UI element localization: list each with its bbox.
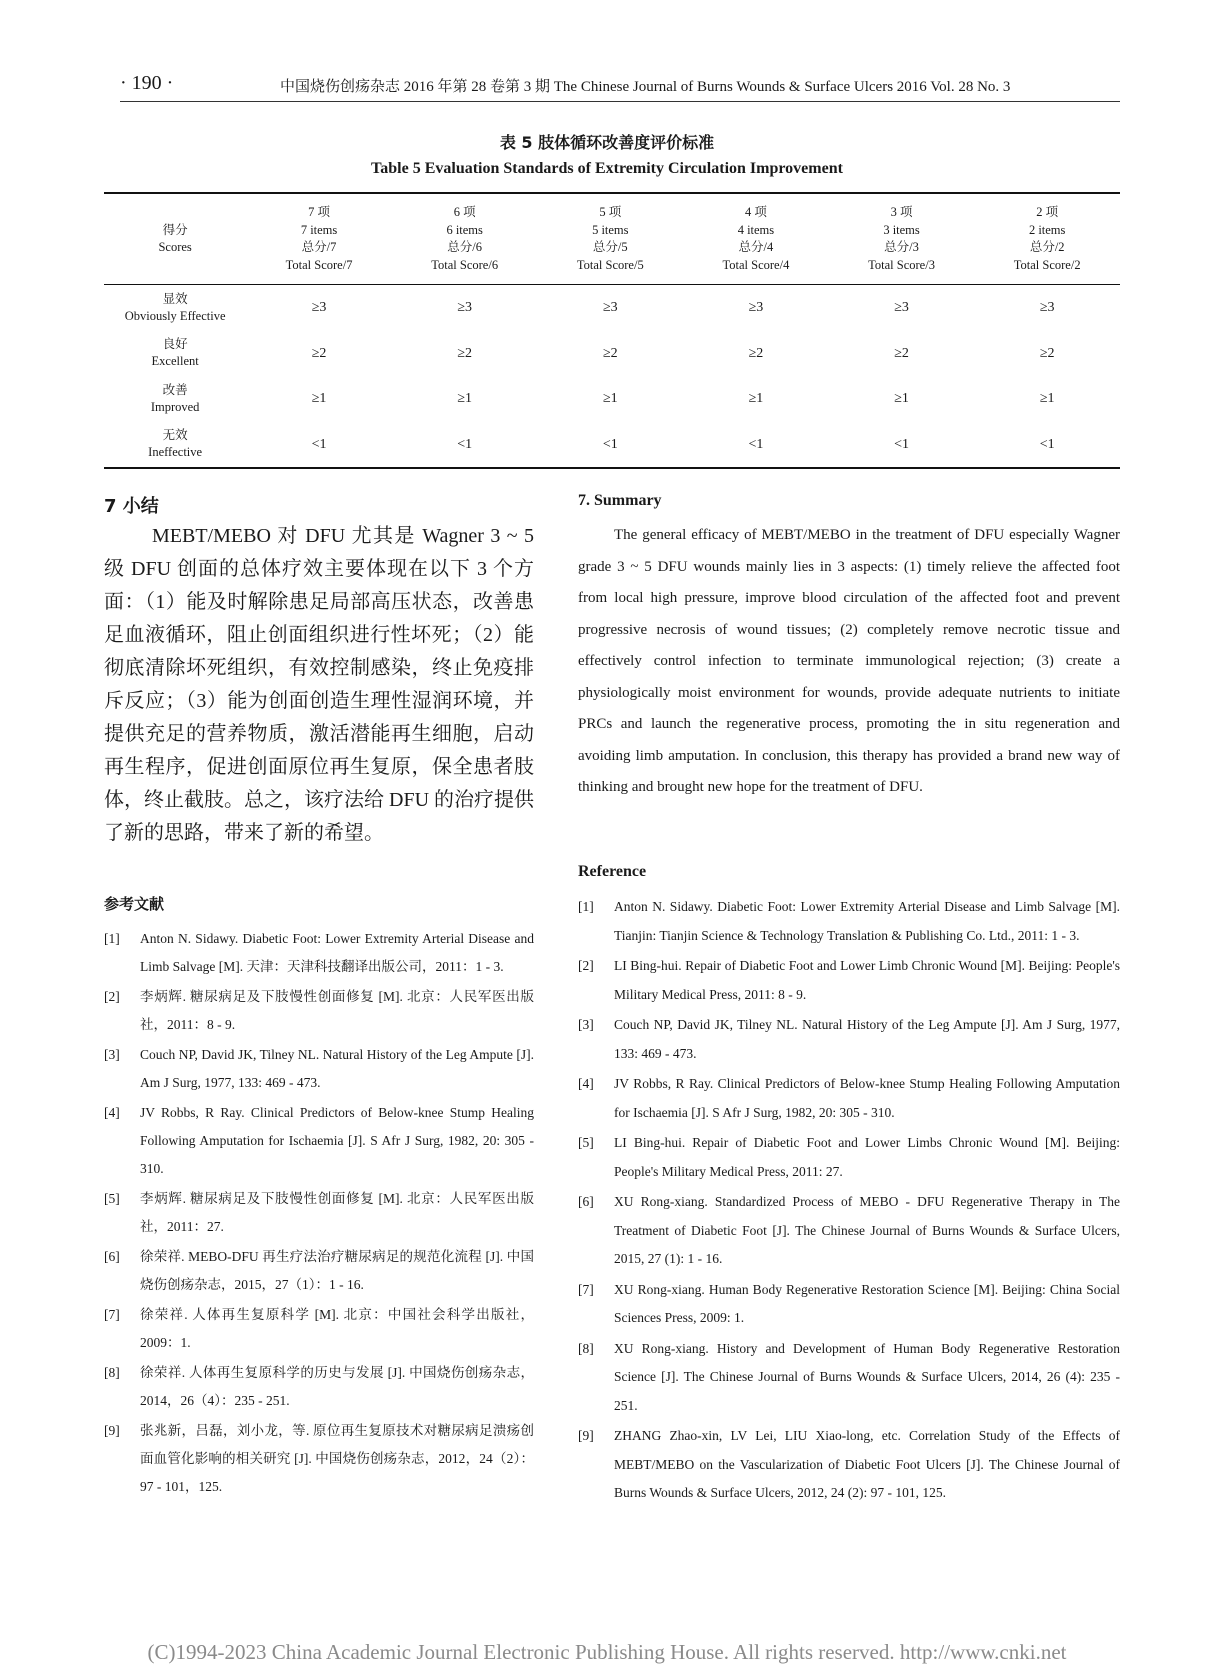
reference-text: XU Rong-xiang. History and Development of Human Body Regenerative Restoration Science [J]. The Chinese Journal of Burns Wounds & Surface Ulcers, 2014, 26 (4): 235 - 251. xyxy=(614,1340,1120,1413)
reference-text: 李炳辉. 糖尿病足及下肢慢性创面修复 [M]. 北京：人民军医出版社，2011：8 - 9. xyxy=(140,989,534,1032)
evaluation-table-grid xyxy=(104,192,1120,469)
column-header-cn: 2 项 xyxy=(1036,205,1059,219)
column-header-en: 5 items xyxy=(592,222,629,237)
reference-text: LI Bing-hui. Repair of Diabetic Foot and Lower Limb Chronic Wound [M]. Beijing: People's Military Medical Press, 2011: 8 - 9. xyxy=(614,958,1120,1002)
table-cell: ≥2 xyxy=(1039,345,1055,361)
table-cell: ≥2 xyxy=(894,345,909,361)
summary-cn-body: MEBT/MEBO 对 DFU 尤其是 Wagner 3 ~ 5 级 DFU 创面的总体疗效主要体现在以下 3 个方面：（1）能及时解除患足局部高压状态，改善患足血液循环，阻止创面组织进行性坏死；（2）能彻底清除坏死组织，有效控制感染，终止免疫排斥反应；（3）能为创面创造生理性湿润环境，并提供充足的营养物质，激活潜能再生细胞，启动再生程序，促进创面原位再生复原，保全患者肢体，终止截肢。总之，该疗法给 DFU 的治疗提供了新的思路，带来了新的希望。 xyxy=(104,525,535,844)
table-cell: ≥3 xyxy=(311,300,327,316)
references-en xyxy=(578,893,1120,1510)
references-en-list xyxy=(578,893,1120,1508)
summary-en-heading: 7. Summary xyxy=(578,492,662,509)
column-header-total-en: Total Score/3 xyxy=(868,257,935,272)
reference-item xyxy=(104,1099,534,1183)
column-header-en: 4 items xyxy=(737,222,775,237)
reference-number: [1] xyxy=(578,899,594,914)
reference-number: [5] xyxy=(104,1191,120,1206)
table-cell: <1 xyxy=(457,436,473,452)
table-cell: ≥3 xyxy=(894,300,909,316)
column-header-total-cn: 总分/4 xyxy=(738,240,774,254)
table-cell: ≥2 xyxy=(748,345,764,361)
reference-text: 徐荣祥. 人体再生复原科学的历史与发展 [J]. 中国烧伤创疡杂志，2014，26（4）：235 - 251. xyxy=(140,1365,534,1408)
column-header-total-cn: 总分/2 xyxy=(1029,240,1065,254)
reference-text: 徐荣祥. 人体再生复原科学 [M]. 北京：中国社会科学出版社，2009：1. xyxy=(140,1307,534,1350)
row-label-en: Obviously Effective xyxy=(124,308,226,323)
copyright-footer: (C)1994-2023 China Academic Journal Electronic Publishing House. All rights reserved. http://www.cnki.net xyxy=(147,1640,1067,1664)
column-header-total-cn: 总分/7 xyxy=(301,240,337,254)
column-header-cn: 3 项 xyxy=(890,205,913,219)
reference-text: XU Rong-xiang. Standardized Process of MEBO - DFU Regenerative Therapy in The Treatment of Diabetic Foot [J]. The Chinese Journal of Burns Wounds & Surface Ulcers, 2015, 27 (1): 1 - 16. xyxy=(614,1194,1120,1266)
references-cn xyxy=(104,925,534,1503)
column-header-total-en: Total Score/4 xyxy=(722,257,790,272)
reference-number: [2] xyxy=(578,958,594,973)
row-label-en: Excellent xyxy=(151,354,199,369)
reference-item xyxy=(578,952,1120,1009)
reference-item xyxy=(578,893,1120,950)
reference-item xyxy=(578,1188,1120,1274)
header-rule xyxy=(120,101,1120,102)
table-cell: ≥1 xyxy=(894,391,909,407)
reference-number: [8] xyxy=(104,1365,120,1380)
column-header-en: 3 items xyxy=(883,222,920,237)
reference-item xyxy=(578,1129,1120,1186)
row-label-cell xyxy=(104,422,246,469)
column-header-en: 2 items xyxy=(1028,222,1066,237)
reference-item xyxy=(578,1422,1120,1508)
column-header-en: 7 items xyxy=(300,222,338,237)
corner-cn: 得分 xyxy=(162,222,188,237)
reference-number: [9] xyxy=(104,1423,120,1438)
table-cell: <1 xyxy=(1039,436,1055,452)
table-corner-cell xyxy=(104,193,246,285)
references-cn-heading: 参考文献 xyxy=(104,895,165,913)
table-row xyxy=(104,376,1120,422)
reference-item xyxy=(104,1301,534,1357)
reference-number: [2] xyxy=(104,989,120,1004)
table-column-header xyxy=(683,193,829,285)
evaluation-table xyxy=(104,192,1120,469)
reference-item xyxy=(578,1070,1120,1127)
table-cell: ≥2 xyxy=(311,345,327,361)
reference-item xyxy=(578,1011,1120,1068)
page-number: · 190 · xyxy=(120,72,174,94)
corner-en: Scores xyxy=(158,240,192,254)
table-column-header xyxy=(829,193,975,285)
row-label-cell xyxy=(104,376,246,422)
row-label-cn: 改善 xyxy=(162,382,188,397)
reference-number: [3] xyxy=(578,1017,594,1032)
reference-number: [1] xyxy=(104,931,120,946)
table-title-cn: 表 5 肢体循环改善度评价标准 xyxy=(499,133,715,152)
table-cell: ≥1 xyxy=(311,391,327,407)
reference-number: [3] xyxy=(104,1047,120,1062)
column-header-total-cn: 总分/3 xyxy=(884,240,919,254)
reference-item xyxy=(578,1276,1120,1333)
summary-cn-heading: 7 小结 xyxy=(104,496,159,517)
reference-text: Anton N. Sidawy. Diabetic Foot: Lower Extremity Arterial Disease and Limb Salvage [M]. Tianjin: Tianjin Science & Technology Translation & Publishing Co. Ltd., 2011: 1 - 3. xyxy=(614,899,1120,943)
reference-number: [9] xyxy=(578,1428,594,1443)
row-label-cell xyxy=(104,331,246,377)
table-cell: ≥2 xyxy=(602,345,618,361)
reference-number: [4] xyxy=(578,1076,594,1091)
table-cell: <1 xyxy=(748,436,764,452)
table-cell: <1 xyxy=(894,436,909,452)
reference-text: 徐荣祥. MEBO-DFU 再生疗法治疗糖尿病足的规范化流程 [J]. 中国烧伤创疡杂志，2015，27（1）：1 - 16. xyxy=(140,1249,534,1292)
column-header-total-en: Total Score/6 xyxy=(431,257,499,272)
row-label-en: Ineffective xyxy=(148,445,203,460)
table-column-header xyxy=(392,193,538,285)
table-column-header xyxy=(537,193,683,285)
column-header-total-en: Total Score/5 xyxy=(576,257,644,272)
table-cell: ≥3 xyxy=(1039,300,1055,316)
reference-item xyxy=(578,1335,1120,1421)
row-label-en: Improved xyxy=(150,399,200,414)
reference-text: ZHANG Zhao-xin, LV Lei, LIU Xiao-long, etc. Correlation Study of the Effects of MEBT/MEBO on the Vascularization of Diabetic Foot Ulcers [J]. The Chinese Journal of Burns Wounds & Surface Ulcers, 2012, 24 (2): 97 - 101, 125. xyxy=(614,1428,1120,1500)
reference-item xyxy=(104,1359,534,1415)
references-en-heading: Reference xyxy=(578,863,647,880)
reference-number: [7] xyxy=(578,1281,594,1297)
reference-text: 李炳辉. 糖尿病足及下肢慢性创面修复 [M]. 北京：人民军医出版社，2011：27. xyxy=(140,1191,534,1234)
row-label-cn: 良好 xyxy=(162,337,188,352)
reference-item xyxy=(104,1185,534,1241)
table-cell: ≥1 xyxy=(748,391,764,407)
reference-item xyxy=(104,1417,534,1501)
table-row xyxy=(104,422,1120,469)
reference-text: LI Bing-hui. Repair of Diabetic Foot and Lower Limbs Chronic Wound [M]. Beijing: People's Military Medical Press, 2011: 27. xyxy=(614,1135,1120,1179)
reference-number: [5] xyxy=(578,1135,594,1150)
table-body xyxy=(104,285,1120,469)
references-cn-list xyxy=(104,925,534,1501)
reference-number: [7] xyxy=(104,1307,120,1322)
reference-item xyxy=(104,1243,534,1299)
column-header-total-en: Total Score/2 xyxy=(1013,257,1081,272)
column-header-cn: 4 项 xyxy=(744,205,767,219)
reference-text: JV Robbs, R Ray. Clinical Predictors of Below-knee Stump Healing Following Amputation for Ischaemia [J]. S Afr J Surg, 1982, 20: 305 - 310. xyxy=(614,1076,1120,1120)
reference-number: [8] xyxy=(578,1340,594,1356)
summary-en-body: The general efficacy of MEBT/MEBO in the treatment of DFU especially Wagner grade 3 ~ 5 DFU wounds mainly lies in 3 aspects: (1) timely relieve the affected foot from local high pressure, improve blood circulation of the affected foot and prevent progressive necrosis of wound tissues; (2) completely remove necrotic tissue and effectively control infection to terminate immunological rejection; (3) create a physiologically moist environment for wounds, provide adequate nutrients to initiate PRCs and launch the regenerative process, promoting the in situ regeneration and avoiding limb amputation. In conclusion, this therapy has provided a brand new way of thinking and brought new hope for the treatment of DFU. xyxy=(578,527,1120,795)
table-column-header xyxy=(246,193,392,285)
column-header-cn: 6 项 xyxy=(453,205,476,219)
table-row xyxy=(104,331,1120,377)
reference-text: XU Rong-xiang. Human Body Regenerative Restoration Science [M]. Beijing: China Social Sciences Press, 2009: 1. xyxy=(614,1281,1120,1325)
row-label-cn: 显效 xyxy=(162,291,188,306)
column-header-cn: 5 项 xyxy=(599,205,622,219)
table-title-en: Table 5 Evaluation Standards of Extremity Circulation Improvement xyxy=(371,160,843,177)
reference-text: Couch NP, David JK, Tilney NL. Natural History of the Leg Ampute [J]. Am J Surg, 1977, 133: 469 - 473. xyxy=(614,1017,1120,1061)
reference-text: JV Robbs, R Ray. Clinical Predictors of Below-knee Stump Healing Following Amputation for Ischaemia [J]. S Afr J Surg, 1982, 20: 305 - 310. xyxy=(140,1105,534,1176)
column-header-en: 6 items xyxy=(446,222,483,237)
row-label-cn: 无效 xyxy=(162,428,188,443)
table-cell: <1 xyxy=(602,436,618,452)
reference-text: Anton N. Sidawy. Diabetic Foot: Lower Extremity Arterial Disease and Limb Salvage [M]. 天津：天津科技翻译出版公司，2011：1 - 3. xyxy=(140,931,534,974)
table-row xyxy=(104,285,1120,331)
reference-item xyxy=(104,925,534,981)
table-cell: ≥1 xyxy=(457,391,473,407)
table-cell: ≥3 xyxy=(457,300,473,316)
column-header-total-en: Total Score/7 xyxy=(285,257,353,272)
column-header-total-cn: 总分/6 xyxy=(447,240,483,254)
table-cell: ≥3 xyxy=(602,300,618,316)
reference-item xyxy=(104,1041,534,1097)
reference-item xyxy=(104,983,534,1039)
reference-text: Couch NP, David JK, Tilney NL. Natural History of the Leg Ampute [J]. Am J Surg, 1977, 133: 469 - 473. xyxy=(140,1047,534,1090)
column-header-total-cn: 总分/5 xyxy=(592,240,628,254)
table-cell: ≥1 xyxy=(602,391,618,407)
reference-text: 张兆新，吕磊，刘小龙，等. 原位再生复原技术对糖尿病足溃疡创面血管化影响的相关研究 [J]. 中国烧伤创疡杂志，2012，24（2）：97 - 101，125. xyxy=(140,1423,534,1494)
table-cell: ≥2 xyxy=(457,345,473,361)
table-cell: ≥1 xyxy=(1039,391,1055,407)
table-header-row xyxy=(104,193,1120,285)
reference-number: [6] xyxy=(578,1194,594,1209)
table-cell: <1 xyxy=(311,436,327,452)
table-column-header xyxy=(974,193,1120,285)
running-head: 中国烧伤创疡杂志 2016 年第 28 卷第 3 期 The Chinese Journal of Burns Wounds & Surface Ulcers 2016 Vol. 28 No. 3 xyxy=(280,79,1011,95)
table-cell: ≥3 xyxy=(748,300,764,316)
row-label-cell xyxy=(104,285,246,331)
reference-number: [6] xyxy=(104,1249,120,1264)
reference-number: [4] xyxy=(104,1105,120,1120)
column-header-cn: 7 项 xyxy=(308,205,330,219)
